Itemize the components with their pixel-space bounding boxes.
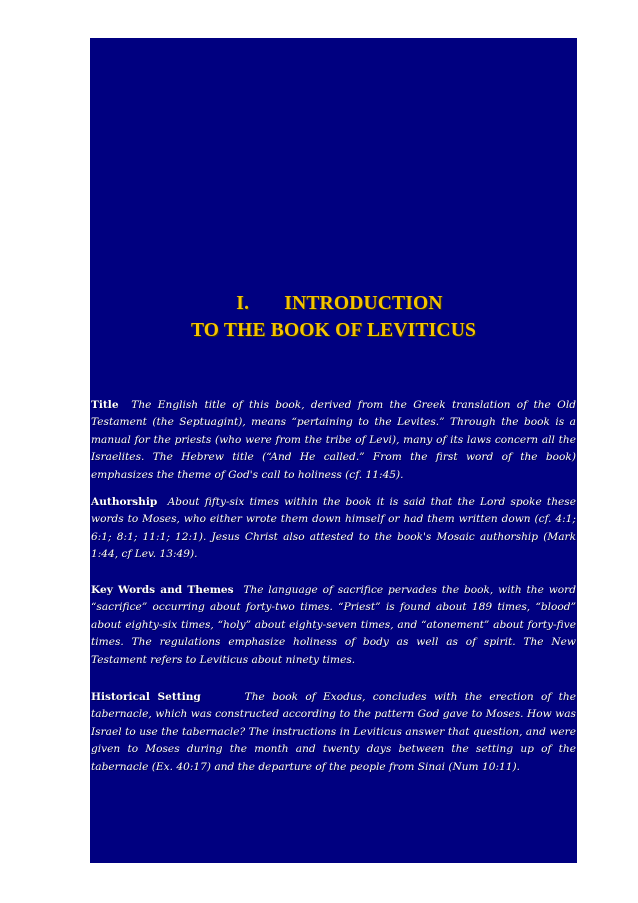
section-label: Key Words and Themes xyxy=(91,584,234,596)
section-text: The book of Exodus, concludes with the erection of the tabernacle, which was constructed according to the pattern God gave to Moses. How was Israel to use the tabernacle? The instructions in Leviticus answer that question, and were given to Moses during the month and twenty days between the setting up of the tabernacle (Ex. 40:17) and the departure of the people from Sinai (Num 10:11). xyxy=(91,691,576,773)
section-label: Historical Setting xyxy=(91,691,201,703)
heading-title: INTRODUCTION xyxy=(284,293,443,314)
section-label: Authorship xyxy=(91,496,158,508)
heading-numeral: I. xyxy=(236,293,250,314)
page-panel xyxy=(90,38,577,863)
section-label: Title xyxy=(91,399,119,411)
heading-line-2: TO THE BOOK OF LEVITICUS xyxy=(190,320,477,341)
section-text: About fifty-six times within the book it is said that the Lord spoke these words to Moses, who either wrote them down himself or had them written down (cf. 4:1; 6:1; 8:1; 11:1; 12:1). Jesus Christ also attested to the book's Mosaic authorship (Mark 1:44, cf Lev. 13:49). xyxy=(91,496,576,561)
page-heading xyxy=(90,290,577,344)
heading-line-1 xyxy=(90,290,577,317)
section-authorship xyxy=(91,494,576,564)
section-text: The language of sacrifice pervades the book, with the word “sacrifice” occurring about forty-two times. “Priest” is found about 189 times, “blood” about eighty-six times, “holy” about eighty-seven times, and “atonement” about forty-five times. The regulations emphasize holiness of body as well as of spirit. The New Testament refers to Leviticus about ninety times. xyxy=(91,584,576,666)
section-historical-setting xyxy=(91,689,576,776)
section-key-words-and-themes xyxy=(91,582,576,669)
section-title xyxy=(91,397,576,484)
section-text: The English title of this book, derived from the Greek translation of the Old Testament (the Septuagint), means “pertaining to the Levites.” Through the book is a manual for the priests (who were from the tribe of Levi), many of its laws concern all the Israelites. The Hebrew title (“And He called.” From the first word of the book) emphasizes the theme of God's call to holiness (cf. 11:45). xyxy=(91,399,576,481)
